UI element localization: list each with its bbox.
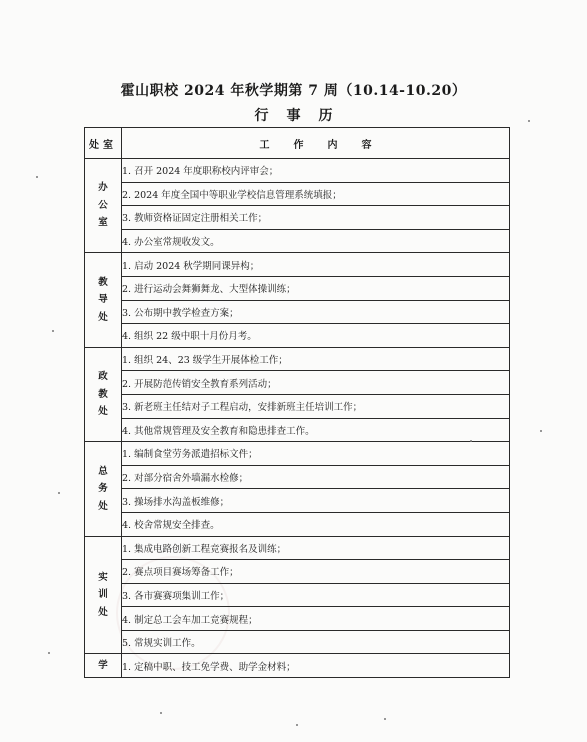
table-row (85, 536, 510, 560)
task-item: 3. 各市赛赛项集训工作； (122, 583, 510, 607)
document-title: 霍山职校 2024 年秋学期第 7 周（10.14-10.20） (120, 83, 467, 99)
dept-political: 政 教 处 (85, 347, 122, 441)
table-row (85, 253, 510, 277)
scan-speck (384, 718, 386, 720)
schedule-table (84, 127, 510, 678)
scan-speck (48, 652, 50, 654)
scan-speck (296, 724, 298, 726)
task-item: 2. 对部分宿舍外墙漏水检修； (122, 465, 510, 489)
task-item: 4. 组织 22 级中职十月份月考。 (122, 324, 510, 348)
scan-speck (58, 492, 60, 494)
scan-speck (36, 176, 38, 178)
task-item: 1. 编制食堂劳务派遣招标文件； (122, 442, 510, 466)
task-item: 2. 2024 年度全国中等职业学校信息管理系统填报； (122, 182, 510, 206)
task-item: 2. 赛点项目赛场筹备工作； (122, 560, 510, 584)
table-row (85, 512, 510, 536)
task-item: 1. 定稿中职、技工免学费、助学金材料； (122, 654, 510, 678)
task-item: 4. 其他常规管理及安全教育和隐患排查工作。 (122, 418, 510, 442)
document-subtitle: 行事历 (254, 108, 351, 124)
task-item: 4. 校舍常规安全排查。 (122, 512, 510, 536)
dept-academic: 教 导 处 (85, 253, 122, 347)
task-item: 1. 集成电路创新工程竞赛报名及训练； (122, 536, 510, 560)
table-row (85, 465, 510, 489)
table-row (85, 442, 510, 466)
task-item: 1. 启动 2024 秋学期同课异构； (122, 253, 510, 277)
task-item: 3. 公布期中教学检查方案； (122, 300, 510, 324)
scan-speck (470, 440, 472, 442)
table-row (85, 630, 510, 654)
task-item: 3. 操场排水沟盖板维修； (122, 489, 510, 513)
task-item: 2. 开展防范传销安全教育系列活动； (122, 371, 510, 395)
dept-general-affairs: 总 务 处 (85, 442, 122, 536)
table-row (85, 159, 510, 183)
task-item: 4. 制定总工会车加工竞赛规程； (122, 607, 510, 631)
task-item: 3. 教师资格证固定注册相关工作； (122, 206, 510, 230)
table-row (85, 560, 510, 584)
scan-speck (528, 120, 530, 122)
table-row (85, 371, 510, 395)
scan-speck (540, 430, 542, 432)
dept-student: 学 (85, 654, 122, 678)
table-row (85, 182, 510, 206)
table-row (85, 206, 510, 230)
scan-speck (52, 330, 54, 332)
table-row (85, 607, 510, 631)
scan-speck (160, 712, 162, 714)
header-content: 工作内容 (122, 128, 510, 159)
dept-office: 办 公 室 (85, 159, 122, 253)
table-row (85, 300, 510, 324)
task-item: 3. 新老班主任结对子工程启动，安排新班主任培训工作； (122, 394, 510, 418)
task-item: 4. 办公室常规收发文。 (122, 229, 510, 253)
table-row (85, 347, 510, 371)
task-item: 1. 组织 24、23 级学生开展体检工作； (122, 347, 510, 371)
table-row (85, 583, 510, 607)
table-row (85, 418, 510, 442)
table-row (85, 489, 510, 513)
table-row (85, 394, 510, 418)
header-dept: 处室 (85, 128, 122, 159)
table-row (85, 276, 510, 300)
table-row (85, 654, 510, 678)
dept-training: 实 训 处 (85, 536, 122, 654)
table-row (85, 229, 510, 253)
table-row (85, 324, 510, 348)
task-item: 1. 召开 2024 年度职称校内评审会； (122, 159, 510, 183)
table-header-row (85, 128, 510, 159)
task-item: 2. 进行运动会舞狮舞龙、大型体操训练； (122, 276, 510, 300)
task-item: 5. 常规实训工作。 (122, 630, 510, 654)
